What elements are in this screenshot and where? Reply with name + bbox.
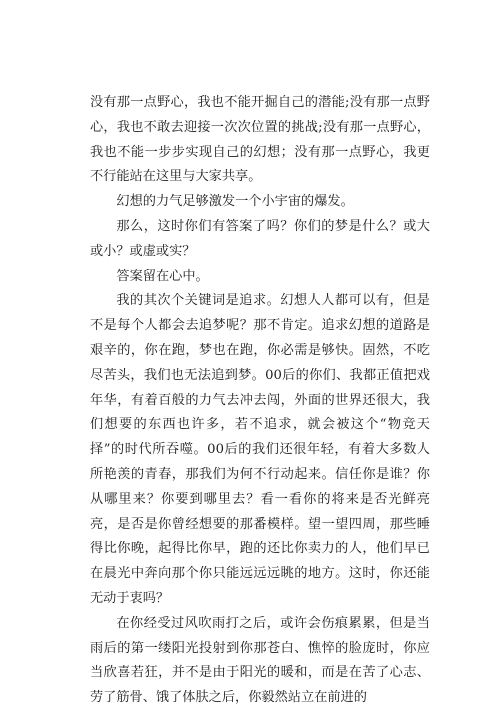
paragraph-dream-power: 幻想的力气足够激发一个小宇宙的爆发。 bbox=[116, 194, 354, 210]
paragraph-ambition: 没有那一点野心，我也不能开掘自己的潜能;没有那一点野心，我也不敢去迎接一次次位置的挑战;没有那一点野心，我也不能一步步实现自己的幻想；没有那一点野心，我更不行能站在这里与大家共享。 bbox=[90, 95, 430, 185]
paragraph-pursuit: 我的其次个关键词是追求。幻想人人都可以有，但是不是每个人都会去追梦呢？那不肯定。追求幻想的道路是艰辛的，你在跑，梦也在跑，你必需是够快。固然，不吃尽苦头，我们也无法追到梦。00后的你们、我都正值把戏年华，有着百般的力气去冲去闯，外面的世界还很大，我们想要的东西也许多，若不追求，就会被这个“物竞天择”的时代所吞噬。00后的我们还很年轻，有着大多数人所艳羡的青春，那我们为何不行动起来。信任你是谁？你从哪里来？你要到哪里去？看一看你的将来是否光鲜亮亮，是否是你曾经想要的那番模样。望一望四周，那些睡得比你晚，起得比你早，跑的还比你卖力的人，他们早已在晨光中奔向那个你只能远远远眺的地方。这时，你还能无动于衷吗？ bbox=[90, 293, 430, 606]
paragraph-question: 那么，这时你们有答案了吗？你们的梦是什么？或大或小？或虚或实？ bbox=[90, 218, 430, 259]
paragraph-answer: 答案留在心中。 bbox=[116, 268, 209, 284]
paragraph-storm: 在你经受过风吹雨打之后，或许会伤痕累累，但是当雨后的第一缕阳光投射到你那苍白、憔悴的脸庞时，你应当欣喜若狂，并不是由于阳光的暖和，而是在苦了心志、劳了筋骨、饿了体肤之后，你毅然站立在前进的 bbox=[90, 615, 430, 706]
document-body bbox=[90, 91, 430, 711]
